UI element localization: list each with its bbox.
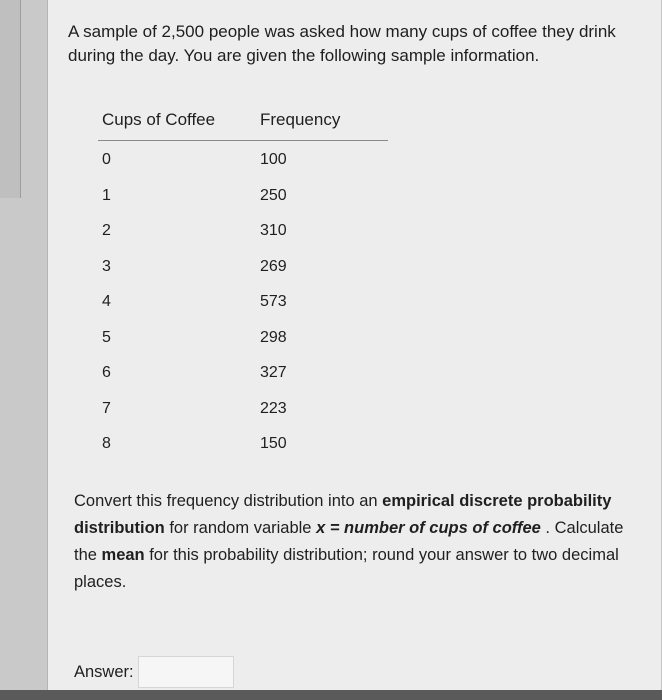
table-row xyxy=(98,283,388,319)
frequency-cell: 327 xyxy=(260,364,287,381)
table-header xyxy=(98,104,388,141)
bottom-edge-bar xyxy=(0,690,662,700)
instructions-text: Convert this frequency distribution into an xyxy=(74,492,383,510)
table-row xyxy=(98,319,388,355)
table-row xyxy=(98,177,388,213)
instructions-text: for random variable xyxy=(164,519,317,537)
frequency-cell: 573 xyxy=(260,293,287,310)
frequency-table xyxy=(98,104,388,461)
cups-cell: 4 xyxy=(102,293,111,310)
table-row xyxy=(98,354,388,390)
table-row xyxy=(98,141,388,177)
random-variable-definition: x = number of cups of coffee xyxy=(316,519,541,537)
table-row xyxy=(98,212,388,248)
table-row xyxy=(98,425,388,461)
question-card xyxy=(47,0,662,690)
cups-cell: 5 xyxy=(102,328,111,346)
instructions-text: for this probability distribution; round your answer to two decimal places. xyxy=(74,546,619,591)
cups-cell: 7 xyxy=(102,399,111,417)
cups-cell: 1 xyxy=(102,186,111,204)
table-row xyxy=(98,390,388,426)
instructions-text: . Calculate the xyxy=(74,519,624,564)
cups-cell: 6 xyxy=(102,364,111,381)
frequency-cell: 269 xyxy=(260,257,287,275)
left-panel-tab xyxy=(0,0,21,198)
question-instructions xyxy=(74,488,634,596)
header-cups-of-coffee: Cups of Coffee xyxy=(102,110,216,129)
instructions-bold-mean: mean xyxy=(101,546,145,564)
cups-cell: 2 xyxy=(102,222,111,239)
header-frequency: Frequency xyxy=(260,110,341,129)
answer-input[interactable] xyxy=(138,656,234,688)
question-intro: A sample of 2,500 people was asked how many cups of coffee they drink during the day. You are given the following sample information. xyxy=(68,22,616,65)
cups-cell: 3 xyxy=(102,257,111,275)
cups-cell: 0 xyxy=(102,151,111,168)
frequency-cell: 150 xyxy=(260,435,287,452)
answer-label: Answer: xyxy=(74,662,134,681)
answer-row xyxy=(74,655,234,689)
frequency-cell: 298 xyxy=(260,328,287,346)
frequency-cell: 310 xyxy=(260,222,287,239)
frequency-cell: 223 xyxy=(260,399,287,417)
cups-cell: 8 xyxy=(102,435,111,452)
frequency-cell: 250 xyxy=(260,186,287,204)
frequency-cell: 100 xyxy=(260,151,287,168)
table-row xyxy=(98,248,388,284)
instructions-bold-term: empirical discrete probability distribution xyxy=(74,492,612,537)
